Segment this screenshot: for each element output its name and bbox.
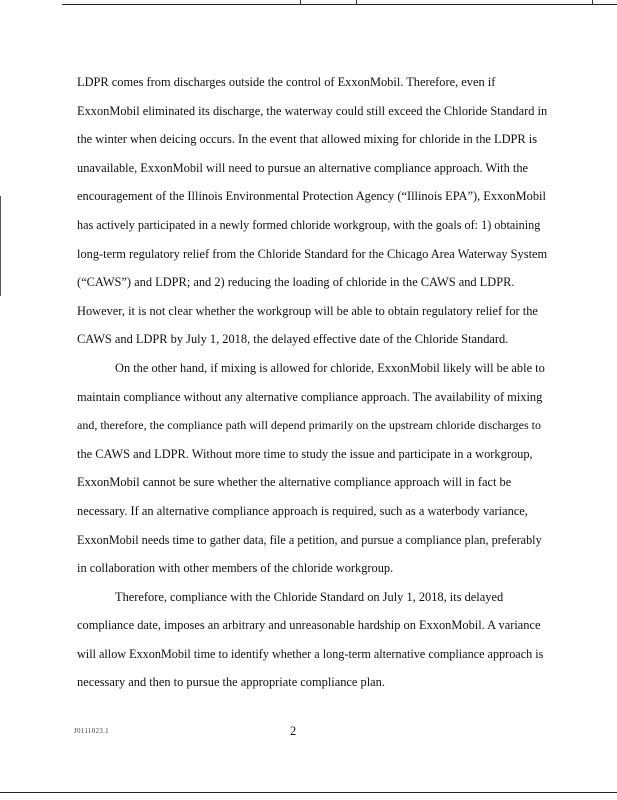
text-line: LDPR comes from discharges outside the control of ExxonMobil. Therefore, even if: [77, 75, 496, 89]
top-tick: [300, 0, 301, 4]
text-line: necessary and then to pursue the appropriate compliance plan.: [77, 675, 385, 690]
text-line: CAWS and LDPR by July 1, 2018, the delayed effective date of the Chloride Standard.: [77, 332, 509, 347]
text-line: long-term regulatory relief from the Chloride Standard for the Chicago Area Waterway System: [77, 246, 548, 261]
text-line: will allow ExxonMobil time to identify whether a long-term alternative compliance approach is: [77, 646, 544, 661]
text-line: (“CAWS”) and LDPR; and 2) reducing the loading of chloride in the CAWS and LDPR.: [77, 275, 515, 290]
text-line: On the other hand, if mixing is allowed for chloride, ExxonMobil likely will be able to: [115, 360, 545, 375]
top-rule: [62, 4, 617, 5]
text-line: necessary. If an alternative compliance approach is required, such as a waterbody variance,: [77, 503, 528, 518]
text-line: maintain compliance without any alternative compliance approach. The availability of mixing: [77, 389, 543, 404]
text-line: in collaboration with other members of the chloride workgroup.: [77, 561, 394, 576]
top-tick: [356, 0, 357, 4]
text-line: However, it is not clear whether the workgroup will be able to obtain regulatory relief for the: [77, 303, 538, 318]
page-number: 2: [290, 724, 297, 738]
left-margin-mark: [0, 196, 1, 296]
footer-document-code: J0111023.1: [74, 727, 109, 735]
top-tick: [592, 0, 593, 4]
text-line: has actively participated in a newly formed chloride workgroup, with the goals of: 1) obtaining: [77, 217, 541, 232]
text-line: the winter when deicing occurs. In the event that allowed mixing for chloride in the LDPR is: [77, 132, 538, 147]
text-line: unavailable, ExxonMobil will need to pursue an alternative compliance approach. With the: [77, 160, 529, 175]
bottom-rule: [0, 792, 617, 793]
text-line: Therefore, compliance with the Chloride Standard on July 1, 2018, its delayed: [115, 589, 504, 604]
text-line: ExxonMobil cannot be sure whether the alternative compliance approach will in fact be: [77, 475, 512, 490]
text-line: compliance date, imposes an arbitrary and unreasonable hardship on ExxonMobil. A variance: [77, 618, 541, 633]
text-line: the CAWS and LDPR. Without more time to study the issue and participate in a workgroup,: [77, 446, 533, 461]
text-line: and, therefore, the compliance path will depend primarily on the upstream chloride discharges to: [77, 418, 541, 433]
text-line: ExxonMobil needs time to gather data, file a petition, and pursue a compliance plan, preferably: [77, 532, 542, 547]
body-text: [77, 68, 547, 697]
text-line: ExxonMobil eliminated its discharge, the waterway could still exceed the Chloride Standard in: [77, 103, 548, 118]
text-line: encouragement of the Illinois Environmental Protection Agency (“Illinois EPA”), ExxonMobil: [77, 189, 546, 204]
